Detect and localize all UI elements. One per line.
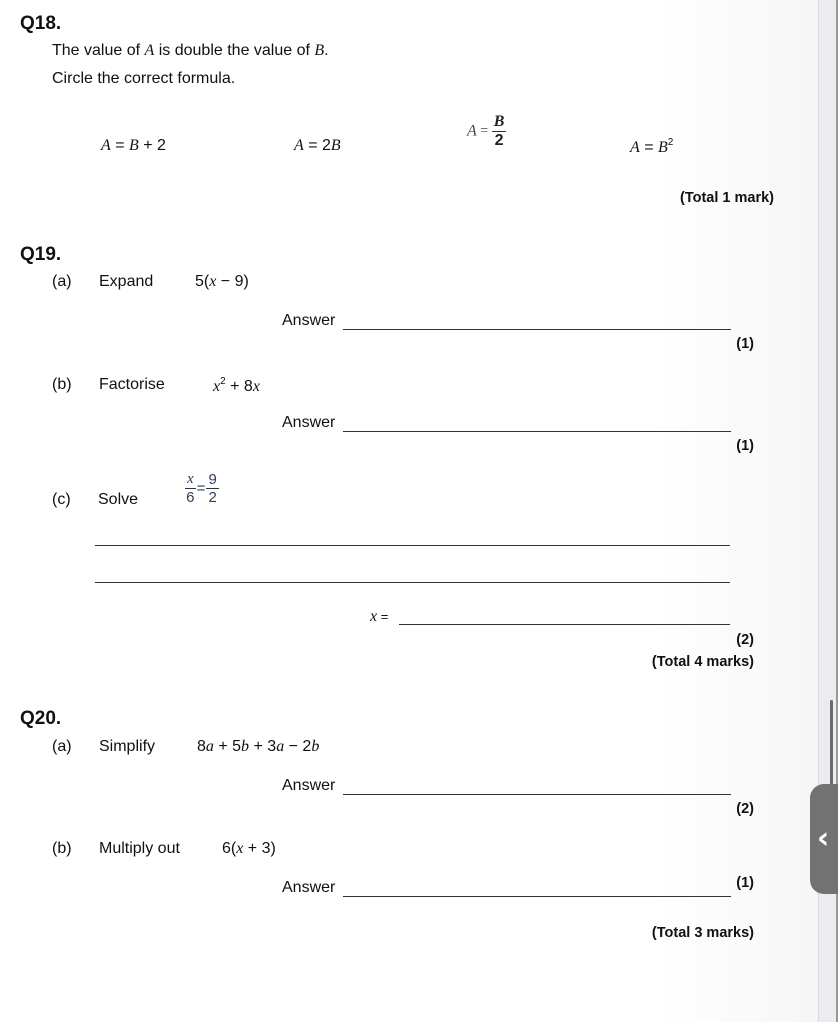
formula-lhs: A (630, 139, 640, 156)
q19a-answer-field[interactable] (343, 329, 731, 330)
q20b-label: (b) (52, 840, 72, 857)
q18-total-marks: (Total 1 mark) (679, 190, 774, 206)
chevron-left-icon: ‹ (816, 821, 830, 856)
q20a-verb: Simplify (99, 738, 156, 755)
q20-total-marks: (Total 3 marks) (651, 925, 754, 941)
q18-statement (52, 42, 329, 60)
formula-tail: + 2 (138, 137, 166, 154)
q18-statement-text: The value of (52, 42, 145, 59)
variable-x: x (213, 378, 221, 395)
fraction-numerator: x (187, 471, 194, 487)
q20b-mark: (1) (736, 875, 754, 891)
variable-a: a (276, 738, 285, 755)
formula-equals: = (639, 139, 659, 156)
exponent: 2 (220, 376, 226, 387)
q19c-working-line-1[interactable] (95, 545, 730, 546)
q18-statement-text: is double the value of (154, 42, 315, 59)
fraction-numerator: B (493, 113, 505, 130)
formula-coefficient: 2 (322, 137, 331, 154)
variable-a: A (144, 42, 155, 59)
scrollbar-thumb[interactable] (830, 700, 833, 786)
variable-x: x (370, 608, 378, 625)
expr-text: 8 (197, 738, 206, 755)
sidebar-pull-tab[interactable] (810, 784, 838, 894)
fraction-denominator: 2 (208, 489, 217, 506)
q19b-answer-label: Answer (282, 414, 336, 431)
q19c-equation (185, 472, 219, 505)
formula-lhs: A (294, 137, 304, 154)
q20a-answer-field[interactable] (343, 794, 731, 795)
fraction-denominator: 2 (494, 132, 504, 149)
q20a-expression (197, 738, 319, 756)
equals-sign: = (196, 480, 206, 497)
formula-option-4[interactable] (630, 137, 673, 157)
q20b-expression (222, 840, 276, 858)
formula-exponent: 2 (667, 137, 674, 148)
expr-text: − 9) (216, 273, 249, 290)
q19b-mark: (1) (736, 438, 754, 454)
fraction-numerator: 9 (208, 471, 217, 488)
expr-text: + 3 (249, 738, 277, 755)
expr-text: − 2 (284, 738, 312, 755)
variable-x: x (252, 378, 260, 395)
q19c-working-line-2[interactable] (95, 582, 730, 583)
expr-text: + 8 (225, 378, 253, 395)
fraction-x-over-6 (185, 472, 196, 505)
q19b-label: (b) (52, 376, 72, 393)
formula-var: B (129, 137, 139, 154)
formula-option-2[interactable] (294, 137, 341, 155)
fraction-denominator: 6 (186, 489, 195, 506)
q19b-answer-field[interactable] (343, 431, 731, 432)
q19c-label: (c) (52, 491, 71, 508)
q19b-expression (213, 376, 260, 396)
q18-statement-text: . (324, 42, 329, 59)
q19a-verb: Expand (99, 273, 154, 290)
formula-equals: = (303, 137, 323, 154)
q20b-answer-label: Answer (282, 879, 336, 896)
q19c-answer-field[interactable] (399, 624, 730, 625)
expr-text: + 3) (243, 840, 276, 857)
expr-text: + 5 (213, 738, 242, 755)
formula-equals: = (110, 137, 130, 154)
variable-b: b (241, 738, 250, 755)
q20b-answer-field[interactable] (343, 896, 731, 897)
q20a-label: (a) (52, 738, 72, 755)
formula-var: B (330, 137, 341, 154)
q18-instruction: Circle the correct formula. (52, 70, 236, 87)
formula-option-3[interactable] (467, 114, 506, 149)
formula-option-1[interactable] (101, 137, 166, 155)
expr-text: 5( (195, 273, 210, 290)
variable-x: x (236, 840, 244, 857)
question-number-q18: Q18. (20, 13, 62, 34)
q19a-label: (a) (52, 273, 72, 290)
fraction-b-over-2 (492, 114, 507, 149)
q20a-answer-label: Answer (282, 777, 336, 794)
formula-var: B (658, 139, 668, 156)
question-number-q20: Q20. (20, 708, 62, 729)
variable-b: b (311, 738, 320, 755)
variable-b: B (314, 42, 325, 59)
q19c-mark: (2) (736, 632, 754, 648)
q19a-answer-label: Answer (282, 312, 336, 329)
q19-total-marks: (Total 4 marks) (651, 654, 754, 670)
q19a-mark: (1) (736, 336, 754, 352)
expr-text: 6( (222, 840, 237, 857)
q19b-verb: Factorise (99, 376, 165, 393)
formula-equals: = (476, 123, 492, 139)
q19c-verb: Solve (98, 491, 139, 508)
variable-x: x (209, 273, 217, 290)
q20b-verb: Multiply out (99, 840, 180, 857)
formula-lhs: A (467, 122, 477, 140)
q19c-answer-label (370, 608, 388, 626)
fraction-9-over-2 (206, 472, 218, 505)
equals-sign: = (377, 609, 389, 624)
question-number-q19: Q19. (20, 244, 62, 265)
formula-lhs: A (101, 137, 111, 154)
q19a-expression (195, 273, 249, 291)
variable-a: a (205, 738, 214, 755)
q20a-mark: (2) (736, 801, 754, 817)
